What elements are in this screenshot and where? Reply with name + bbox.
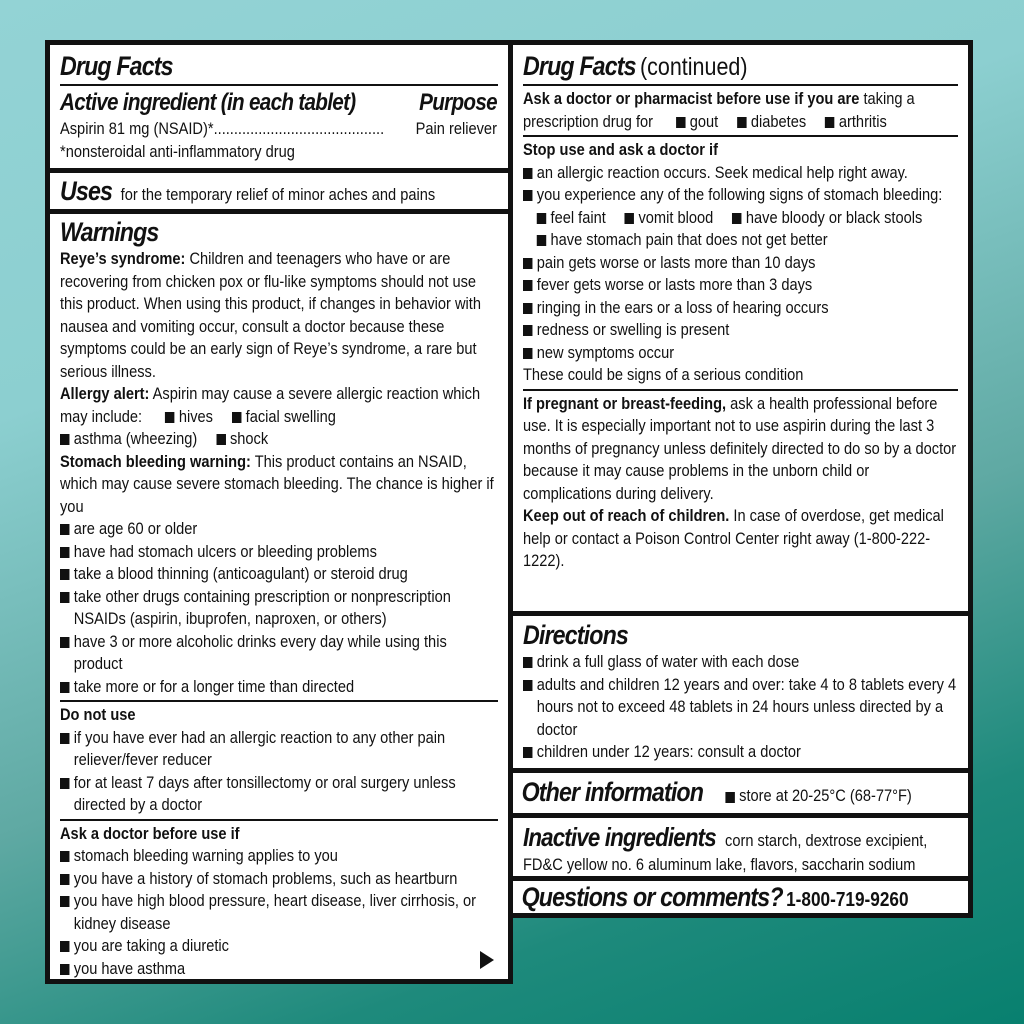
pharmacist-label: Ask a doctor or pharmacist before use if you are bbox=[523, 89, 860, 108]
directions-item: children under 12 years: consult a doctor bbox=[523, 741, 957, 764]
allergy-item: shock bbox=[216, 428, 268, 451]
stop-use-item: you experience any of the following signs of stomach bleeding: bbox=[523, 184, 957, 207]
pharmacist-text: taking a prescription drug for bbox=[523, 89, 915, 131]
warnings-header: Warnings bbox=[60, 217, 159, 247]
directions-list bbox=[523, 651, 957, 764]
divider bbox=[60, 700, 498, 702]
active-ingredient-header: Active ingredient (in each tablet) bbox=[60, 89, 356, 116]
reyes-text: Children and teenagers who have or are recovering from chicken pox or flu-like symptoms should not use this product. When using this product, if changes in behavior with nausea and vomiting occur, consult a doctor because these symptoms could be an early sign of Reye’s syndrome, a rare but serious illness. bbox=[60, 249, 481, 381]
directions-box bbox=[508, 611, 973, 773]
keep-out-text: In case of overdose, get medical help or contact a Poison Control Center right away (1-800-222-1222). bbox=[523, 506, 944, 570]
pharmacist-item: diabetes bbox=[737, 111, 806, 134]
other-information-item: store at 20-25°C (68-77°F) bbox=[725, 786, 911, 806]
divider bbox=[523, 389, 958, 391]
leader-dots: .......................................... bbox=[213, 119, 385, 138]
divider bbox=[60, 819, 498, 821]
drug-facts-panel-right bbox=[508, 40, 973, 918]
stomach-item: take other drugs containing prescription or nonprescription NSAIDs (aspirin, ibuprofen, naproxen, or others) bbox=[60, 586, 497, 631]
pregnancy-label: If pregnant or breast-feeding, bbox=[523, 393, 727, 413]
ask-doctor-item: you are taking a diuretic bbox=[60, 935, 497, 958]
bleeding-sign: feel faint bbox=[537, 207, 606, 230]
continued-label: (continued) bbox=[639, 53, 748, 81]
questions-header: Questions or comments? bbox=[521, 882, 783, 912]
stomach-bleeding-warning bbox=[60, 451, 497, 699]
divider bbox=[523, 84, 958, 86]
inactive-ingredients bbox=[523, 821, 957, 877]
active-ingredient-name: Aspirin 81 mg (NSAID)* bbox=[60, 119, 214, 138]
pharmacist-item: gout bbox=[676, 111, 718, 134]
do-not-use-item: if you have ever had an allergic reaction to any other pain reliever/fever reducer bbox=[60, 727, 497, 772]
footnote: *nonsteroidal anti-inflammatory drug bbox=[60, 141, 295, 161]
stop-use-item: pain gets worse or lasts more than 10 days bbox=[523, 252, 957, 275]
pharmacist-item: arthritis bbox=[825, 111, 887, 134]
pregnancy-section bbox=[523, 393, 957, 506]
stomach-item: take more or for a longer time than directed bbox=[60, 676, 497, 699]
stop-use-item: fever gets worse or lasts more than 3 days bbox=[523, 274, 957, 297]
bleeding-sign: have bloody or black stools bbox=[732, 207, 922, 230]
ask-doctor-section bbox=[60, 823, 497, 981]
continue-arrow-icon bbox=[480, 951, 494, 969]
pharmacist-section bbox=[523, 88, 957, 133]
stomach-item: have had stomach ulcers or bleeding problems bbox=[60, 541, 497, 564]
divider bbox=[50, 209, 508, 214]
inactive-ingredients-box bbox=[508, 813, 973, 881]
directions-item: adults and children 12 years and over: take 4 to 8 tablets every 4 hours not to exceed 48 tablets in 24 hours unless directed by a doctor bbox=[523, 674, 957, 742]
allergy-alert bbox=[60, 383, 497, 451]
allergy-item: hives bbox=[165, 406, 213, 429]
stop-use-item: ringing in the ears or a loss of hearing occurs bbox=[523, 297, 957, 320]
ask-doctor-header: Ask a doctor before use if bbox=[60, 823, 240, 843]
stop-use-item: new symptoms occur bbox=[523, 342, 957, 365]
stop-use-item: an allergic reaction occurs. Seek medical help right away. bbox=[523, 162, 957, 185]
do-not-use-header: Do not use bbox=[60, 705, 136, 724]
uses-header: Uses bbox=[60, 176, 113, 206]
pregnancy-text: ask a health professional before use. It is especially important not to use aspirin during the last 3 months of pregnancy unless definitely directed to do so by a doctor because it may cause problems in the unborn child or complications during delivery. bbox=[523, 393, 957, 503]
stomach-text: This product contains an NSAID, which may cause severe stomach bleeding. The chance is higher if you bbox=[60, 451, 494, 516]
ask-doctor-item: you have asthma bbox=[60, 958, 497, 981]
keep-out-section bbox=[523, 505, 957, 573]
ask-doctor-item: you have a history of stomach problems, such as heartburn bbox=[60, 868, 497, 891]
drug-facts-panel-left bbox=[45, 40, 513, 984]
active-ingredient-row bbox=[60, 118, 497, 141]
bleeding-signs bbox=[523, 207, 957, 252]
stomach-item: take a blood thinning (anticoagulant) or steroid drug bbox=[60, 563, 497, 586]
active-ingredient-purpose: Pain reliever bbox=[415, 119, 497, 138]
questions-box bbox=[508, 876, 973, 918]
bleeding-sign: vomit blood bbox=[625, 207, 714, 230]
stop-use-section bbox=[523, 139, 957, 387]
drug-facts-title: Drug Facts bbox=[60, 51, 173, 81]
other-information-header: Other information bbox=[521, 777, 704, 807]
other-information-box bbox=[508, 768, 973, 818]
stomach-item: are age 60 or older bbox=[60, 518, 497, 541]
keep-out-label: Keep out of reach of children. bbox=[523, 506, 730, 525]
allergy-label: Allergy alert: bbox=[60, 384, 150, 403]
stomach-item: have 3 or more alcoholic drinks every day while using this product bbox=[60, 631, 497, 676]
stop-use-footer: These could be signs of a serious condition bbox=[523, 365, 804, 384]
questions-phone[interactable]: 1-800-719-9260 bbox=[786, 889, 909, 911]
allergy-text: Aspirin may cause a severe allergic reaction which may include: bbox=[60, 384, 481, 426]
divider bbox=[60, 84, 498, 86]
do-not-use-section bbox=[60, 704, 497, 817]
stop-use-item: redness or swelling is present bbox=[523, 319, 957, 342]
bleeding-sign: have stomach pain that does not get better bbox=[537, 229, 828, 252]
ask-doctor-item: stomach bleeding warning applies to you bbox=[60, 845, 497, 868]
stomach-label: Stomach bleeding warning: bbox=[60, 451, 251, 471]
uses-text: for the temporary relief of minor aches and pains bbox=[120, 185, 436, 204]
divider bbox=[523, 135, 958, 137]
reyes-warning bbox=[60, 248, 497, 383]
drug-facts-continued-title: Drug Facts bbox=[523, 51, 636, 81]
stop-use-header: Stop use and ask a doctor if bbox=[523, 140, 718, 159]
directions-item: drink a full glass of water with each dose bbox=[523, 651, 957, 674]
inactive-ingredients-header: Inactive ingredients bbox=[523, 822, 716, 852]
ask-doctor-item: you have high blood pressure, heart disease, liver cirrhosis, or kidney disease bbox=[60, 890, 497, 935]
reyes-label: Reye’s syndrome: bbox=[60, 249, 186, 268]
continued-box bbox=[508, 40, 973, 616]
do-not-use-item: for at least 7 days after tonsillectomy or oral surgery unless directed by a doctor bbox=[60, 772, 497, 817]
allergy-item: asthma (wheezing) bbox=[60, 428, 197, 451]
allergy-item: facial swelling bbox=[232, 406, 336, 429]
inactive-ingredients-text: corn starch, dextrose excipient, FD&C yellow no. 6 aluminum lake, flavors, saccharin sodium bbox=[523, 831, 928, 874]
directions-header: Directions bbox=[523, 620, 628, 650]
purpose-header: Purpose bbox=[419, 89, 497, 116]
